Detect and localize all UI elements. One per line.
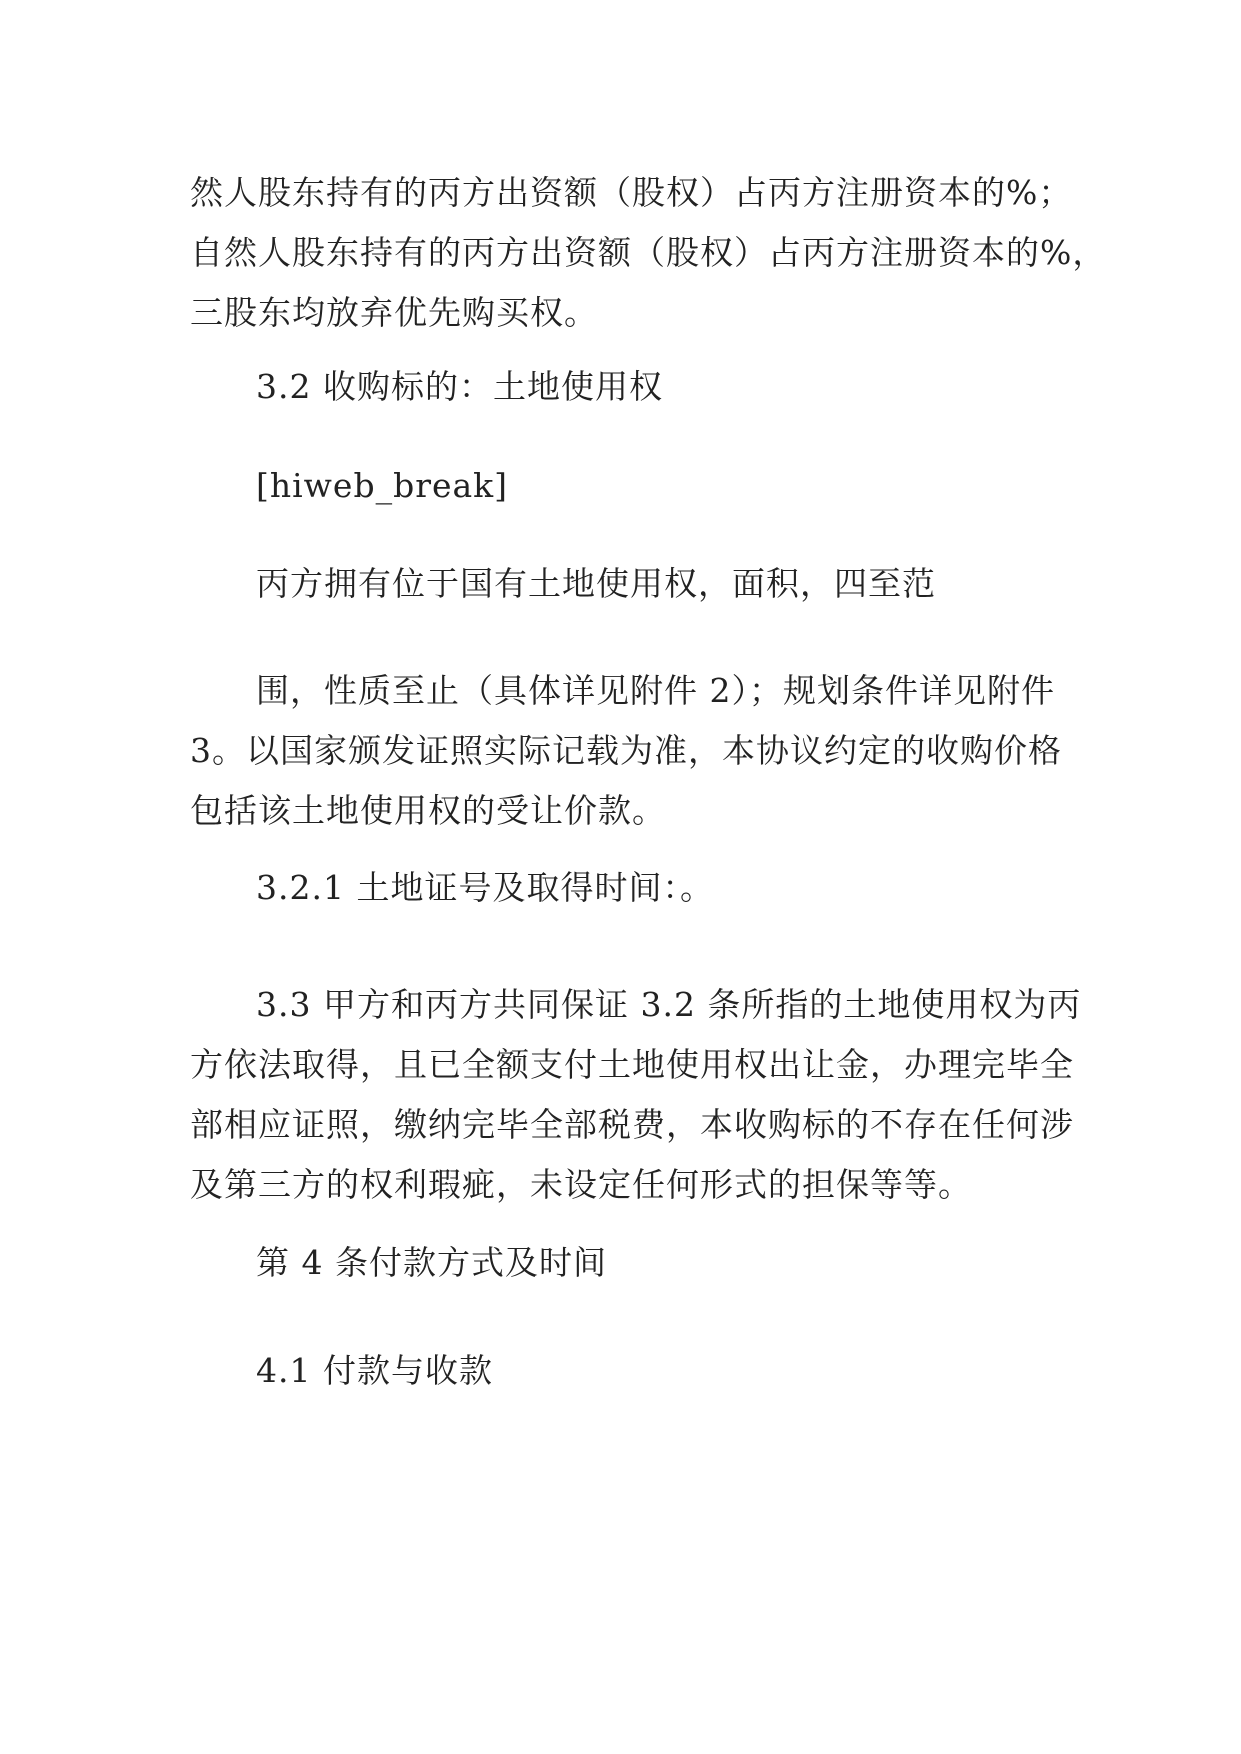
paragraph-line: 3.3 甲方和丙方共同保证 3.2 条所指的土地使用权为丙: [256, 985, 1082, 1024]
paragraph-land-location: [190, 554, 1070, 614]
paragraph-line: 包括该土地使用权的受让价款。: [190, 791, 666, 830]
paragraph-line: 丙方拥有位于国有土地使用权，面积，四至范: [256, 564, 936, 603]
heading-3-2-1: [190, 858, 1070, 918]
page-break-marker: [190, 456, 1070, 516]
paragraph-line: 3.2 收购标的：土地使用权: [256, 367, 663, 406]
paragraph-line: 然人股东持有的丙方出资额（股权）占丙方注册资本的%；: [190, 173, 1073, 212]
paragraph-line: 3。以国家颁发证照实际记载为准，本协议约定的收购价格: [190, 731, 1062, 770]
paragraph-line: 及第三方的权利瑕疵，未设定任何形式的担保等等。: [190, 1165, 972, 1204]
paragraph-line: 第 4 条付款方式及时间: [256, 1243, 607, 1282]
paragraph-line: [hiweb_break]: [256, 466, 509, 505]
paragraph-land-scope: [190, 661, 1070, 841]
paragraph-line: 围，性质至止（具体详见附件 2）；规划条件详见附件: [256, 671, 1055, 710]
paragraph-line: 方依法取得，且已全额支付土地使用权出让金，办理完毕全: [190, 1045, 1074, 1084]
paragraph-line: 3.2.1 土地证号及取得时间：。: [256, 868, 714, 907]
paragraph-line: 三股东均放弃优先购买权。: [190, 293, 598, 332]
paragraph-line: 部相应证照，缴纳完毕全部税费，本收购标的不存在任何涉: [190, 1105, 1074, 1144]
paragraph-line: 自然人股东持有的丙方出资额（股权）占丙方注册资本的%，: [190, 233, 1107, 272]
paragraph-shareholders: [190, 163, 1107, 343]
heading-article-4: [190, 1233, 1070, 1293]
heading-4-1: [190, 1341, 1070, 1401]
paragraph-line: 4.1 付款与收款: [256, 1351, 493, 1390]
heading-3-2: [190, 357, 1070, 417]
paragraph-3-3: [190, 975, 1082, 1215]
